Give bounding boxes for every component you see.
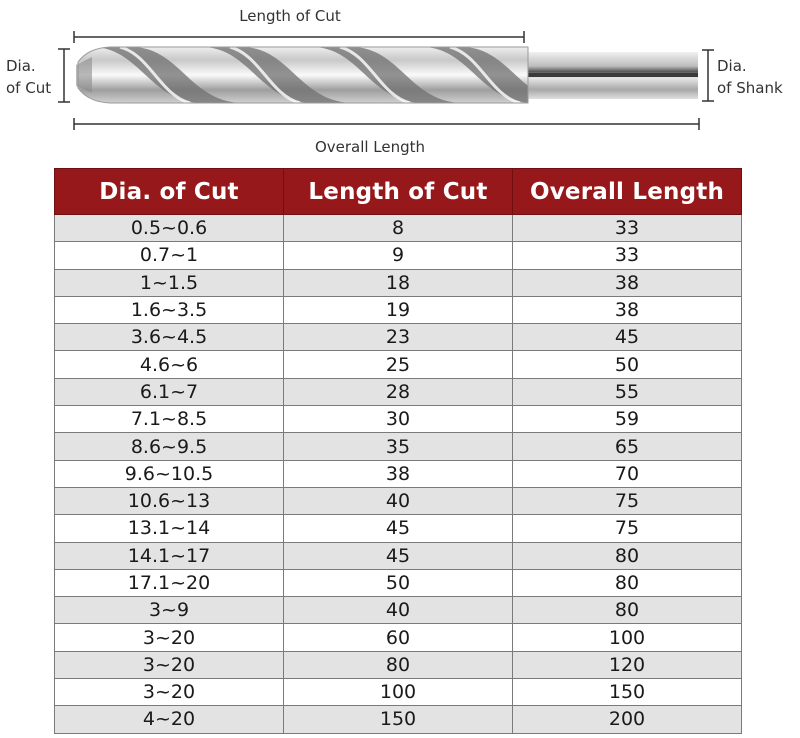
overall-length-cell: 50	[513, 351, 742, 378]
dia-of-shank-label-line: of Shank	[717, 79, 783, 97]
overall-length-cell: 38	[513, 269, 742, 296]
overall-length-cell: 70	[513, 460, 742, 487]
length-of-cut-cell: 28	[284, 378, 513, 405]
length-of-cut-dimension	[74, 31, 524, 43]
length-of-cut-cell: 30	[284, 406, 513, 433]
length-of-cut-cell: 40	[284, 597, 513, 624]
overall-length-cell: 45	[513, 324, 742, 351]
dia-of-cut-cell: 10.6~13	[55, 487, 284, 514]
table-row	[55, 433, 742, 460]
length-of-cut-cell: 45	[284, 542, 513, 569]
overall-length-cell: 80	[513, 597, 742, 624]
table-row	[55, 624, 742, 651]
overall-length-label: Overall Length	[314, 138, 426, 156]
length-of-cut-cell: 80	[284, 651, 513, 678]
length-of-cut-cell: 19	[284, 296, 513, 323]
table-header-row	[55, 169, 742, 215]
table-row	[55, 242, 742, 269]
dia-of-cut-cell: 1~1.5	[55, 269, 284, 296]
overall-length-cell: 33	[513, 215, 742, 242]
header-length-of-cut: Length of Cut	[284, 169, 513, 215]
overall-length-cell: 75	[513, 515, 742, 542]
dia-of-cut-cell: 3.6~4.5	[55, 324, 284, 351]
drill-flutes	[70, 45, 570, 105]
dia-of-cut-cell: 14.1~17	[55, 542, 284, 569]
length-of-cut-cell: 60	[284, 624, 513, 651]
length-of-cut-cell: 50	[284, 569, 513, 596]
table-row	[55, 460, 742, 487]
table-row	[55, 269, 742, 296]
overall-length-cell: 55	[513, 378, 742, 405]
overall-length-cell: 150	[513, 679, 742, 706]
dia-of-cut-cell: 8.6~9.5	[55, 433, 284, 460]
dia-of-cut-cell: 0.5~0.6	[55, 215, 284, 242]
spec-table	[54, 168, 742, 734]
dia-of-cut-cell: 4~20	[55, 706, 284, 733]
header-dia-of-cut: Dia. of Cut	[55, 169, 284, 215]
table-row	[55, 597, 742, 624]
overall-length-cell: 120	[513, 651, 742, 678]
table-row	[55, 378, 742, 405]
overall-length-cell: 80	[513, 542, 742, 569]
dia-of-cut-cell: 7.1~8.5	[55, 406, 284, 433]
length-of-cut-cell: 8	[284, 215, 513, 242]
dia-of-cut-cell: 9.6~10.5	[55, 460, 284, 487]
overall-length-cell: 100	[513, 624, 742, 651]
overall-length-cell: 75	[513, 487, 742, 514]
length-of-cut-cell: 45	[284, 515, 513, 542]
table-row	[55, 215, 742, 242]
length-of-cut-cell: 23	[284, 324, 513, 351]
dia-of-cut-cell: 3~9	[55, 597, 284, 624]
dia-of-cut-label-line: of Cut	[6, 79, 52, 97]
table-row	[55, 324, 742, 351]
length-of-cut-cell: 150	[284, 706, 513, 733]
header-overall-length: Overall Length	[513, 169, 742, 215]
table-row	[55, 351, 742, 378]
dia-of-cut-cell: 3~20	[55, 679, 284, 706]
overall-length-cell: 80	[513, 569, 742, 596]
dia-of-cut-cell: 3~20	[55, 651, 284, 678]
table-row	[55, 296, 742, 323]
length-of-cut-cell: 9	[284, 242, 513, 269]
table-row	[55, 679, 742, 706]
dia-of-cut-cell: 4.6~6	[55, 351, 284, 378]
length-of-cut-cell: 18	[284, 269, 513, 296]
overall-length-cell: 38	[513, 296, 742, 323]
overall-length-dimension	[74, 118, 699, 130]
table-row	[55, 515, 742, 542]
dia-of-cut-cell: 0.7~1	[55, 242, 284, 269]
dia-of-cut-label-line: Dia.	[6, 57, 36, 75]
length-of-cut-cell: 40	[284, 487, 513, 514]
length-of-cut-label: Length of Cut	[239, 7, 341, 25]
dia-of-shank-dimension	[702, 50, 714, 101]
table-row	[55, 651, 742, 678]
table-row	[55, 487, 742, 514]
dia-of-shank-label	[717, 55, 797, 99]
dia-of-cut-label	[6, 55, 60, 99]
dia-of-cut-cell: 1.6~3.5	[55, 296, 284, 323]
dia-of-cut-cell: 3~20	[55, 624, 284, 651]
table-row	[55, 542, 742, 569]
dia-of-shank-label-line: Dia.	[717, 57, 747, 75]
overall-length-cell: 65	[513, 433, 742, 460]
length-of-cut-cell: 100	[284, 679, 513, 706]
table-row	[55, 569, 742, 596]
table-body	[55, 215, 742, 734]
length-of-cut-cell: 38	[284, 460, 513, 487]
dia-of-cut-cell: 17.1~20	[55, 569, 284, 596]
overall-length-cell: 200	[513, 706, 742, 733]
length-of-cut-cell: 35	[284, 433, 513, 460]
overall-length-cell: 59	[513, 406, 742, 433]
table-row	[55, 706, 742, 733]
length-of-cut-cell: 25	[284, 351, 513, 378]
overall-length-cell: 33	[513, 242, 742, 269]
dia-of-cut-cell: 6.1~7	[55, 378, 284, 405]
dia-of-cut-cell: 13.1~14	[55, 515, 284, 542]
table-row	[55, 406, 742, 433]
